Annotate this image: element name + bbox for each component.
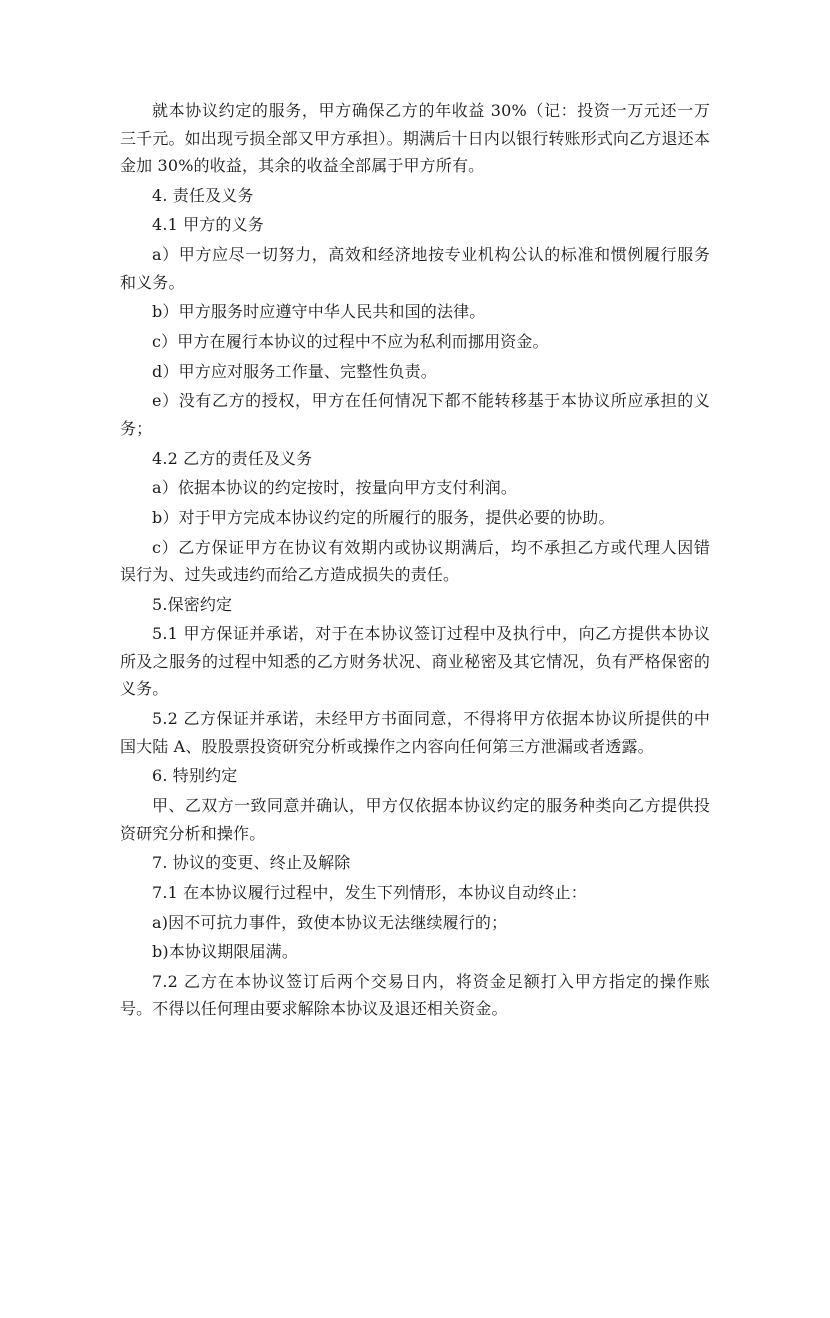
section-heading-responsibilities: 4. 责任及义务: [152, 185, 254, 205]
clause-7-2: 7.2 乙方在本协议签订后两个交易日内，将资金足额打入甲方指定的操作账号。不得以任何理由要求解除本协议及退还相关资金。: [120, 971, 710, 1019]
clause-4-1-b: b）甲方服务时应遵守中华人民共和国的法律。: [152, 302, 486, 322]
clause-5-2: 5.2 乙方保证并承诺，未经甲方书面同意，不得将甲方依据本协议所提供的中国大陆 A、股股票投资研究分析或操作之内容向任何第三方泄漏或者透露。: [120, 709, 710, 756]
clause-4-2-b: b）对于甲方完成本协议约定的所履行的服务，提供必要的协助。: [152, 507, 615, 527]
clause-5-1: 5.1 甲方保证并承诺，对于在本协议签订过程中及执行中，向乙方提供本协议所及之服务的过程中知悉的乙方财务状况、商业秘密及其它情况，负有严格保密的义务。: [120, 624, 710, 699]
clause-7-1-b: b)本协议期限届满。: [152, 942, 298, 962]
clause-4-1-a: a）甲方应尽一切努力，高效和经济地按专业机构公认的标准和惯例履行服务和义务。: [120, 245, 710, 292]
clause-4-2-c: c）乙方保证甲方在协议有效期内或协议期满后，均不承担乙方或代理人因错误行为、过失或违约而给乙方造成损失的责任。: [120, 537, 710, 585]
subsection-heading-party-a-obligations: 4.1 甲方的义务: [152, 215, 264, 235]
clause-4-2-a: a）依据本协议的约定按时，按量向甲方支付利润。: [152, 478, 517, 498]
clause-7-1-a: a)因不可抗力事件，致使本协议无法继续履行的；: [152, 912, 508, 932]
clause-4-1-e: e）没有乙方的授权，甲方在任何情况下都不能转移基于本协议所应承担的义务；: [120, 391, 710, 438]
clause-4-1-d: d）甲方应对服务工作量、完整性负责。: [152, 361, 437, 381]
clause-6-body: 甲、乙双方一致同意并确认，甲方仅依据本协议约定的服务种类向乙方提供投资研究分析和操作。: [120, 796, 710, 843]
clause-4-1-c: c）甲方在履行本协议的过程中不应为私利而挪用资金。: [152, 331, 549, 351]
paragraph-annual-return: 就本协议约定的服务，甲方确保乙方的年收益 30%（记：投资一万元还一万三千元。如出现亏损全部又甲方承担）。期满后十日内以银行转账形式向乙方退还本金加 30%的收益，其余的收益全部属于甲方所有。: [120, 101, 710, 175]
section-heading-confidentiality: 5.保密约定: [152, 594, 233, 614]
clause-7-1: 7.1 在本协议履行过程中，发生下列情形，本协议自动终止：: [152, 882, 587, 902]
subsection-heading-party-b-obligations: 4.2 乙方的责任及义务: [152, 448, 313, 468]
section-heading-termination: 7. 协议的变更、终止及解除: [152, 853, 351, 873]
document-body: [120, 97, 710, 1025]
watermark-bottom: [317, 982, 683, 1317]
section-heading-special-agreement: 6. 特别约定: [152, 766, 238, 786]
